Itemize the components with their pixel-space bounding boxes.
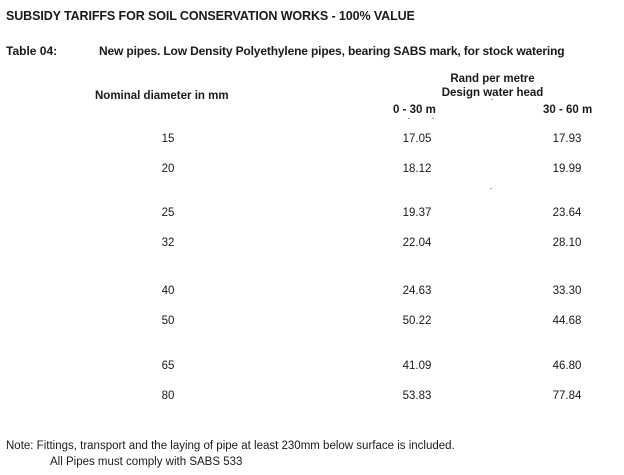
cell-value-30-60m: 17.93 xyxy=(552,133,582,145)
cell-value-0-30m: 53.83 xyxy=(402,390,432,402)
cell-diameter: 40 xyxy=(161,285,175,297)
cell-value-0-30m: 50.22 xyxy=(402,315,432,327)
cell-value-30-60m: 19.99 xyxy=(552,163,582,175)
column-subheader-30-60m: 30 - 60 m xyxy=(543,104,593,116)
cell-diameter: 32 xyxy=(161,237,175,249)
column-header-nominal-diameter: Nominal diameter in mm xyxy=(95,90,229,102)
table-number-label: Table 04: xyxy=(6,44,58,58)
cell-value-30-60m: 46.80 xyxy=(552,360,582,372)
cell-value-0-30m: 24.63 xyxy=(402,285,432,297)
cell-value-30-60m: 28.10 xyxy=(552,237,582,249)
cell-value-30-60m: 44.68 xyxy=(552,315,582,327)
cell-value-0-30m: 18.12 xyxy=(402,163,432,175)
table-row xyxy=(0,133,624,151)
cell-value-0-30m: 19.37 xyxy=(402,207,432,219)
cell-diameter: 50 xyxy=(161,315,175,327)
cell-diameter: 80 xyxy=(161,390,175,402)
column-header-design-water-head: Design water head xyxy=(441,87,544,99)
table-row xyxy=(0,237,624,255)
table-row xyxy=(0,315,624,333)
cell-diameter: 15 xyxy=(161,133,175,145)
cell-diameter: 65 xyxy=(161,360,175,372)
table-row xyxy=(0,207,624,225)
cell-value-30-60m: 23.64 xyxy=(552,207,582,219)
cell-value-0-30m: 41.09 xyxy=(402,360,432,372)
table-row xyxy=(0,390,624,408)
footnote-line-1: Note: Fittings, transport and the laying of pipe at least 230mm below surface is included. xyxy=(6,440,455,452)
footnote-line-2: All Pipes must comply with SABS 533 xyxy=(50,456,243,468)
cell-value-0-30m: 17.05 xyxy=(402,133,432,145)
table-caption: New pipes. Low Density Polyethylene pipes, bearing SABS mark, for stock watering xyxy=(99,44,565,58)
column-subheader-0-30m: 0 - 30 m xyxy=(393,104,436,116)
table-row xyxy=(0,360,624,378)
cell-value-30-60m: 77.84 xyxy=(552,390,582,402)
cell-diameter: 25 xyxy=(161,207,175,219)
cell-diameter: 20 xyxy=(161,163,175,175)
table-row xyxy=(0,285,624,303)
table-row xyxy=(0,163,624,181)
cell-value-0-30m: 22.04 xyxy=(402,237,432,249)
column-header-rand-per-metre: Rand per metre xyxy=(450,73,535,85)
document-title: SUBSIDY TARIFFS FOR SOIL CONSERVATION WORKS - 100% VALUE xyxy=(6,9,415,23)
cell-value-30-60m: 33.30 xyxy=(552,285,582,297)
